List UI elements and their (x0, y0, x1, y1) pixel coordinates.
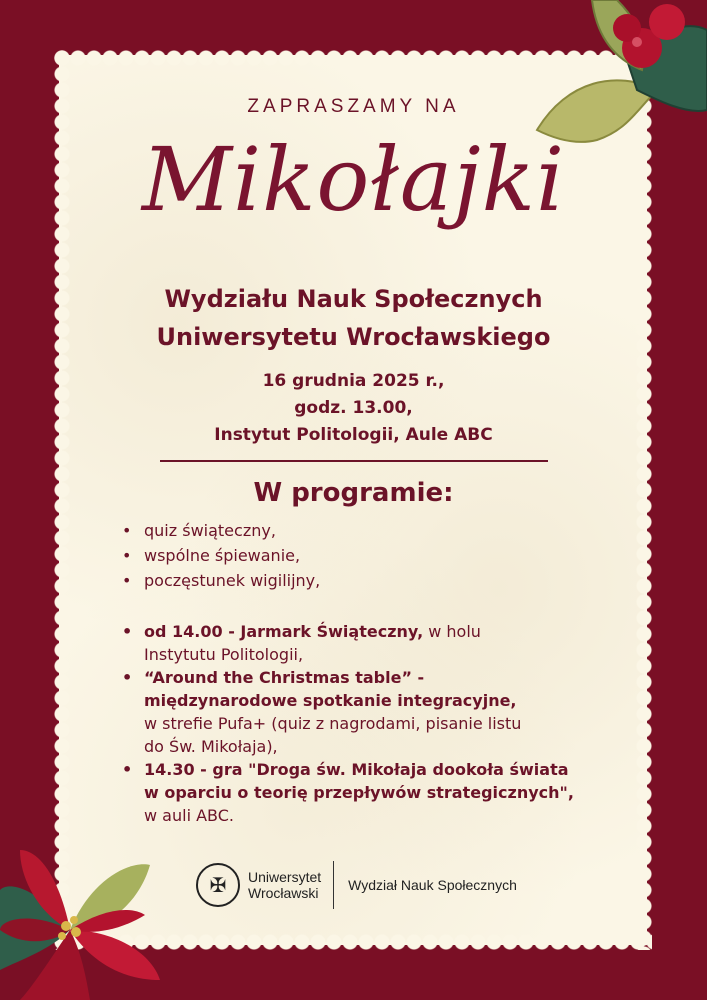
footer-faculty: Wydział Nauk Społecznych (348, 877, 517, 893)
list-item: • od 14.00 - Jarmark Świąteczny, w holu Instytutu Politologii, (122, 622, 481, 664)
footer-logos (196, 855, 517, 915)
list-item: • wspólne śpiewanie, (122, 546, 301, 565)
page-title: Mikołajki (141, 128, 566, 231)
faculty-heading (0, 280, 707, 356)
university-name: Uniwersytet Wrocławski (248, 869, 322, 901)
event-date: 16 grudnia 2025 r., (262, 371, 445, 391)
faculty-line-1: Wydziału Nauk Społecznych (164, 285, 543, 313)
invite-label: ZAPRASZAMY NA (247, 96, 460, 117)
event-place: Instytut Politologii, Aule ABC (214, 425, 493, 445)
list-item: • 14.30 - gra "Droga św. Mikołaja dookoła świata w oparciu o teorię przepływów strategicznych", w auli ABC. (122, 760, 574, 825)
program-list-simple (120, 518, 640, 593)
program-list-detailed (120, 620, 640, 827)
footer-separator (333, 861, 334, 909)
university-crest-icon: ✠ (196, 863, 240, 907)
divider (160, 460, 548, 462)
program-title: W programie: (253, 478, 454, 508)
list-item: • quiz świąteczny, (122, 521, 276, 540)
list-item: • “Around the Christmas table” - międzynarodowe spotkanie integracyjne, w strefie Pufa+ (quiz z nagrodami, pisanie listu do Św. Mikołaja), (122, 668, 522, 756)
event-time: godz. 13.00, (294, 398, 413, 418)
faculty-line-2: Uniwersytetu Wrocławskiego (156, 323, 551, 351)
poinsettia-icon (0, 820, 200, 1000)
event-details (0, 368, 707, 449)
list-item: • poczęstunek wigilijny, (122, 571, 321, 590)
